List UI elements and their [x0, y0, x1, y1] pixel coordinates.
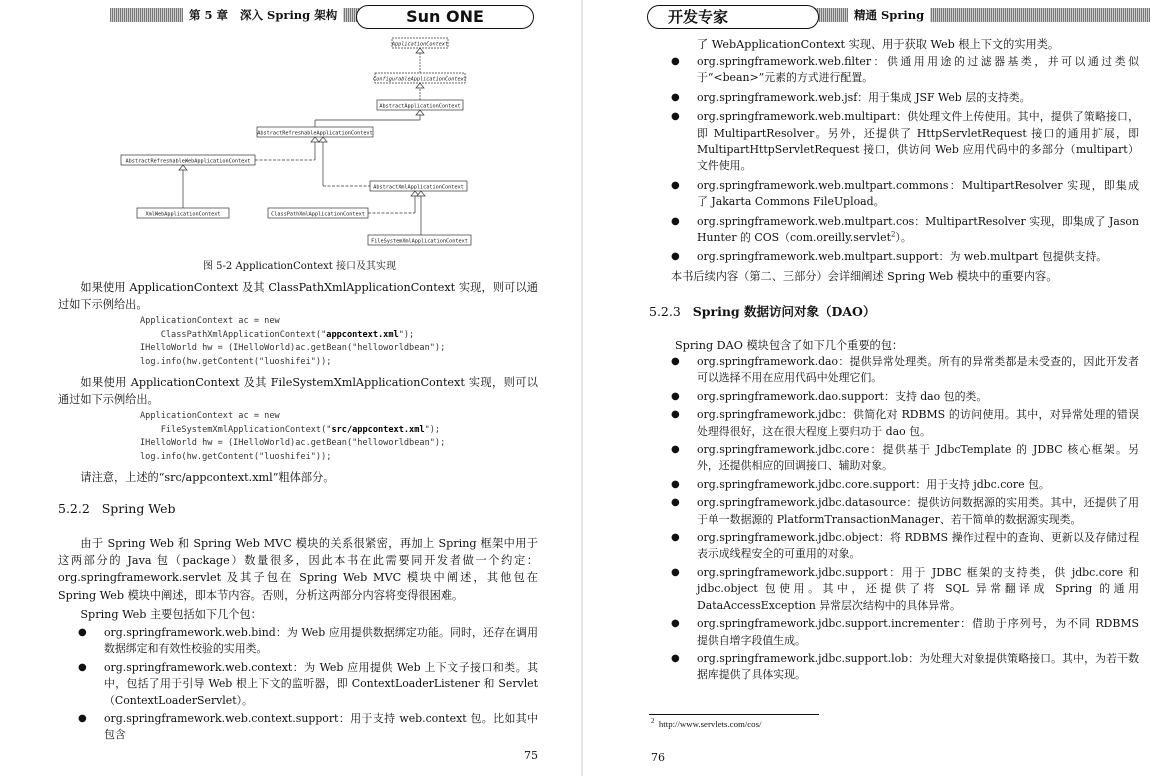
node-abstract-refreshable-application-context: AbstractRefreshableApplicationContext [257, 130, 373, 137]
code-line: ApplicationContext ac = new [140, 411, 280, 421]
node-classpath-xml-application-context: ClassPathXmlApplicationContext [271, 211, 365, 218]
bullet-list-dao-packages [669, 354, 1139, 684]
code-line: log.info(hw.getContent("luoshifei")); [140, 451, 332, 462]
list-item: ● org.springframework.jdbc.datasource：提供访问数据源的实用类。其中，还提供了用于单一数据源的 PlatformTransactionManager、若干简单的数据源实现类。 [669, 495, 1139, 528]
list-item: ● org.springframework.web.multipart：供处理文件上传使用。其中，提供了策略接口，即 MultipartResolver。另外，还提供了 HttpServletRequest 接口的通用扩展，即 MultipartHttpServletRequest 接口，供访问 Web 应用代码中的多部分（multipart）文件使用。 [669, 109, 1139, 175]
node-filesystem-xml-application-context: FileSystemXmlApplicationContext [371, 238, 468, 245]
code-line: FileSystemXmlApplicationContext(" [140, 424, 332, 435]
left-page [0, 0, 580, 776]
node-abstract-refreshable-web-application-context: AbstractRefreshableWebApplicationContext [125, 158, 251, 165]
right-page [585, 0, 1165, 776]
section-number: 5.2.3 [649, 304, 681, 319]
code-line: "); [398, 329, 415, 340]
paragraph-spring-web-packages: Spring Web 主要包括如下几个包： [80, 608, 262, 621]
list-item: ● org.springframework.web.jsf：用于集成 JSF Web 层的支持类。 [669, 90, 1139, 106]
list-item [669, 214, 1139, 247]
page-number-right: 76 [651, 751, 665, 764]
class-hierarchy-diagram [115, 26, 495, 251]
footnote-marker: 2 [651, 717, 655, 726]
list-item: ● org.springframework.dao.support：支持 dao 包的类。 [669, 389, 1139, 405]
logo-text: 开发专家 [668, 8, 729, 26]
section-heading-spring-web [58, 501, 176, 516]
footnote-rule [649, 714, 819, 715]
section-heading-spring-dao [649, 302, 875, 320]
running-header: 精通 Spring [848, 7, 930, 23]
paragraph-continuation: 了 WebApplicationContext 实现、用于获取 Web 根上下文的实用类。 [697, 38, 1060, 51]
section-title: Spring Web [101, 501, 176, 516]
code-line: ClassPathXmlApplicationContext(" [140, 329, 327, 340]
node-xml-web-application-context: XmlWebApplicationContext [145, 211, 221, 218]
list-item: ● org.springframework.web.bind：为 Web 应用提供数据绑定功能。同时，还存在调用数据绑定和有效性校验的实用类。 [76, 625, 538, 658]
developer-expert-logo [647, 5, 819, 29]
paragraph-spring-web-convention: 由于 Spring Web 和 Spring Web MVC 模块的关系很紧密，再加上 Spring 框架中用于这两部分的 Java 包（package）数量很多，因此本书在此需要同开发者做一个约定：org.springframework.servlet 及其子包在 Spring Web MVC 模块中阐述，其他包在 Spring Web 模块中阐述，即本节内容。否则，分析这两部分内容将变得很困难。 [58, 537, 538, 602]
list-item: ● org.springframework.jdbc.object：将 RDBMS 操作过程中的查询、更新以及存储过程表示成线程安全的可重用的对象。 [669, 530, 1139, 563]
logo-text: Sun ONE [406, 7, 484, 26]
footnote-marker: 2 [890, 230, 896, 239]
list-item-text: ）。 [895, 231, 912, 245]
running-header [183, 7, 343, 23]
list-item: ● org.springframework.web.multpart.support：为 web.multpart 包提供支持。 [669, 249, 1139, 265]
bullet-list-web-packages [669, 54, 1139, 266]
list-item: ● org.springframework.jdbc.core.support：用于支持 jdbc.core 包。 [669, 477, 1139, 493]
paragraph-dao-intro: Spring DAO 模块包含了如下几个重要的包： [675, 339, 904, 352]
chapter-title: 深入 Spring 架构 [240, 8, 338, 22]
paragraph-note: 请注意，上述的“src/appcontext.xml”粗体部分。 [80, 471, 335, 484]
code-line: ApplicationContext ac = new [140, 316, 280, 326]
node-abstract-xml-application-context: AbstractXmlApplicationContext [373, 184, 464, 191]
figure-caption: 图 5-2 ApplicationContext 接口及其实现 [203, 261, 397, 272]
chapter-number: 第 5 章 [189, 8, 229, 22]
list-item: ● org.springframework.jdbc：供简化对 RDBMS 的访问使用。其中，对异常处理的错误处理得很好，这在很大程度上要归功于 dao 包。 [669, 407, 1139, 440]
section-title: Spring 数据访问对象（DAO） [692, 304, 876, 319]
code-line: IHelloWorld hw = (IHelloWorld)ac.getBean("helloworldbean"); [140, 438, 446, 449]
node-application-context: ApplicationContext [391, 41, 449, 48]
code-block-filesystem [140, 410, 445, 464]
list-item: ● org.springframework.jdbc.support.lob：为处理大对象提供策略接口。其中，为若干数据库提供了具体实现。 [669, 651, 1139, 684]
page-number-left: 75 [524, 749, 538, 762]
footnote-url: http://www.servlets.com/cos/ [658, 719, 762, 729]
code-bold-filename: src/appcontext.xml [331, 424, 425, 435]
bullet-list-spring-web [76, 625, 538, 744]
code-block-classpath [140, 315, 445, 369]
node-configurable-application-context: ConfigurableApplicationContext [373, 76, 467, 83]
list-item: ● org.springframework.jdbc.core：提供基于 JdbcTemplate 的 JDBC 核心框架。另外，还提供相应的回调接口、辅助对象。 [669, 442, 1139, 475]
list-item: ● org.springframework.dao：提供异常处理类。所有的异常类都是未受查的，因此开发者可以选择不用在应用代码中处理它们。 [669, 354, 1139, 387]
section-number: 5.2.2 [58, 501, 90, 516]
paragraph-classpath-intro: 如果使用 ApplicationContext 及其 ClassPathXmlApplicationContext 实现，则可以通过如下示例给出。 [58, 281, 538, 312]
code-line: log.info(hw.getContent("luoshifei")); [140, 356, 332, 367]
list-item-text: org.springframework.web.multpart.cos：MultipartResolver 实现，即集成了 Jason Hunter 的 COS（com.oreilly.servlet [697, 214, 1139, 245]
list-item: ● org.springframework.jdbc.support：用于 JDBC 框架的支持类，供 jdbc.core 和 jdbc.object 包使用。其中，还提供了将 SQL 异常翻译成 Spring 的通用 DataAccessException 异常层次结构中的具体异常。 [669, 565, 1139, 614]
list-item: ● org.springframework.web.context：为 Web 应用提供 Web 上下文子接口和类。其中，包括了用于引导 Web 根上下文的监听器，即 ContextLoaderListener 和 Servlet（ContextLoaderServlet）。 [76, 660, 538, 709]
page-gutter [581, 0, 583, 776]
node-abstract-application-context: AbstractApplicationContext [379, 103, 461, 110]
paragraph-closing: 本书后续内容（第二、三部分）会详细阐述 Spring Web 模块中的重要内容。 [671, 270, 1058, 283]
paragraph-filesystem-intro: 如果使用 ApplicationContext 及其 FileSystemXmlApplicationContext 实现，则可以通过如下示例给出。 [58, 376, 538, 407]
list-item: ● org.springframework.web.filter：供通用用途的过滤器基类，并可以通过类似于“<bean>”元素的方式进行配置。 [669, 54, 1139, 87]
code-line: "); [424, 424, 441, 435]
code-bold-filename: appcontext.xml [326, 329, 399, 340]
list-item: ● org.springframework.web.context.support：用于支持 web.context 包。比如其中包含 [76, 711, 538, 744]
code-line: IHelloWorld hw = (IHelloWorld)ac.getBean("helloworldbean"); [140, 343, 446, 354]
footnote [651, 719, 761, 729]
list-item: ● org.springframework.web.multpart.commons：MultipartResolver 实现，即集成了 Jakarta Commons FileUpload。 [669, 178, 1139, 211]
list-item: ● org.springframework.jdbc.support.incrementer：借助于序列号，为不同 RDBMS 提供自增字段值生成。 [669, 616, 1139, 649]
